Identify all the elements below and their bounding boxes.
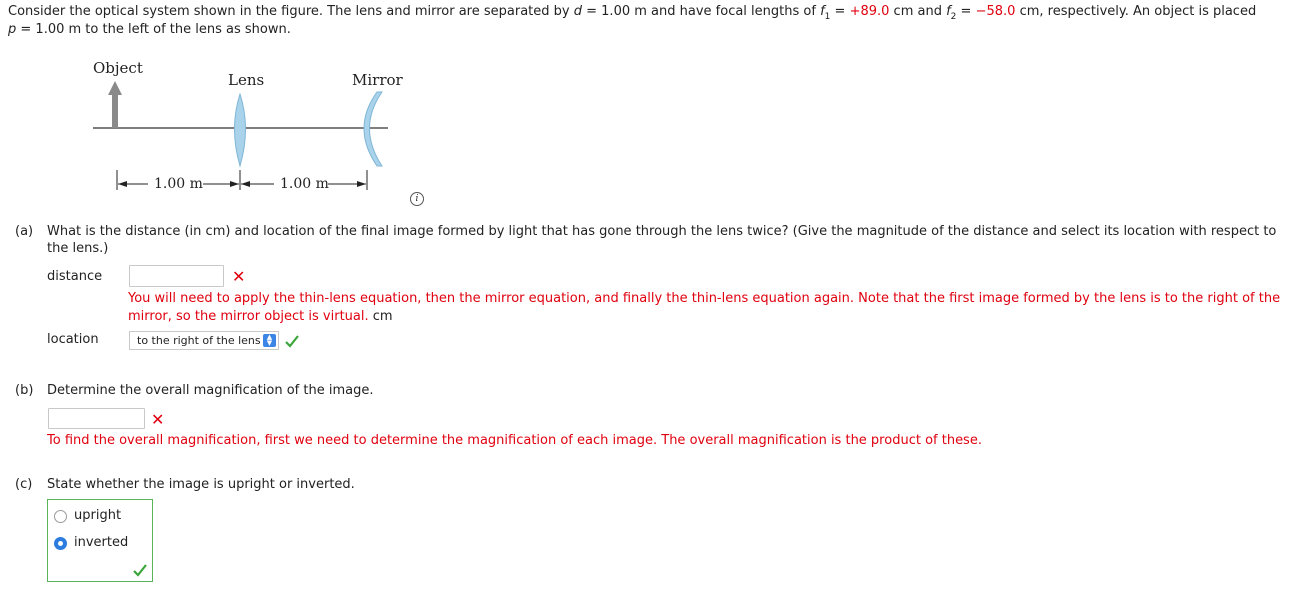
- problem-line-1: [8, 4, 1257, 22]
- p-variable: p: [8, 22, 17, 37]
- part-b-question: Determine the overall magnification of the image.: [47, 383, 374, 398]
- info-icon[interactable]: i: [410, 192, 424, 206]
- f2-equals: =: [960, 4, 972, 19]
- part-a-hint-line-2: [128, 309, 393, 324]
- option-inverted-label[interactable]: inverted: [74, 535, 129, 550]
- f2-variable: f: [946, 4, 951, 19]
- correct-check-icon: [284, 334, 300, 348]
- part-a-question-line-1: What is the distance (in cm) and location of the final image formed by light that has gone through the lens twice? (Give the magnitude of the distance and select its location with respect to: [47, 224, 1277, 239]
- location-selected-value: to the right of the lens: [137, 334, 261, 347]
- part-c-question: State whether the image is upright or inverted.: [47, 477, 355, 492]
- select-arrows-icon: ▲ ▼: [263, 334, 276, 347]
- radio-upright[interactable]: [54, 510, 67, 523]
- dimension-label-object-lens: 1.00 m: [154, 176, 203, 192]
- f1-equals: =: [834, 4, 846, 19]
- problem-text: Consider the optical system shown in the figure. The lens and mirror are separated by: [8, 4, 570, 19]
- distance-input[interactable]: [129, 265, 224, 287]
- d-value: = 1.00 m and have focal lengths of: [586, 4, 816, 19]
- location-label: location: [47, 332, 99, 347]
- f2-subscript: 2: [950, 12, 957, 22]
- part-a-label: (a): [15, 224, 34, 239]
- mirror-label: Mirror: [352, 71, 403, 89]
- f1-unit: cm and: [893, 4, 942, 19]
- lens-shape: [235, 94, 246, 166]
- part-a-question-line-2: the lens.): [47, 241, 109, 256]
- object-arrow: [108, 81, 122, 128]
- d-variable: d: [573, 4, 582, 19]
- part-b-hint: To find the overall magnification, first we need to determine the magnification of each image. The overall magnification is the product of these.: [47, 433, 982, 448]
- magnification-input[interactable]: [48, 408, 145, 429]
- distance-unit: cm: [372, 309, 393, 324]
- problem-text-end: cm, respectively. An object is placed: [1019, 4, 1257, 19]
- f2-value: −58.0: [975, 4, 1016, 19]
- object-label: Object: [93, 59, 143, 77]
- p-value-text: = 1.00 m to the left of the lens as shown.: [20, 22, 291, 37]
- incorrect-x-icon: ✕: [232, 267, 246, 286]
- part-c-label: (c): [15, 477, 33, 492]
- f1-variable: f: [820, 4, 825, 19]
- radio-inverted[interactable]: [54, 537, 67, 550]
- distance-label: distance: [47, 269, 103, 284]
- mirror-shape: [364, 92, 382, 166]
- option-upright-label[interactable]: upright: [74, 508, 122, 523]
- f1-value: +89.0: [849, 4, 890, 19]
- part-b-label: (b): [15, 383, 34, 398]
- dimension-label-lens-mirror: 1.00 m: [280, 176, 329, 192]
- part-a-hint-line-1: You will need to apply the thin-lens equation, then the mirror equation, and finally the thin-lens equation again. Note that the first image formed by the lens is to the right of the: [128, 291, 1281, 306]
- hint-text: mirror, so the mirror object is virtual.: [128, 309, 369, 324]
- correct-check-icon: [132, 563, 148, 577]
- incorrect-x-icon: ✕: [151, 410, 165, 429]
- f1-subscript: 1: [824, 12, 831, 22]
- location-select[interactable]: [129, 331, 279, 350]
- lens-label: Lens: [228, 71, 265, 89]
- problem-line-2: [8, 22, 291, 37]
